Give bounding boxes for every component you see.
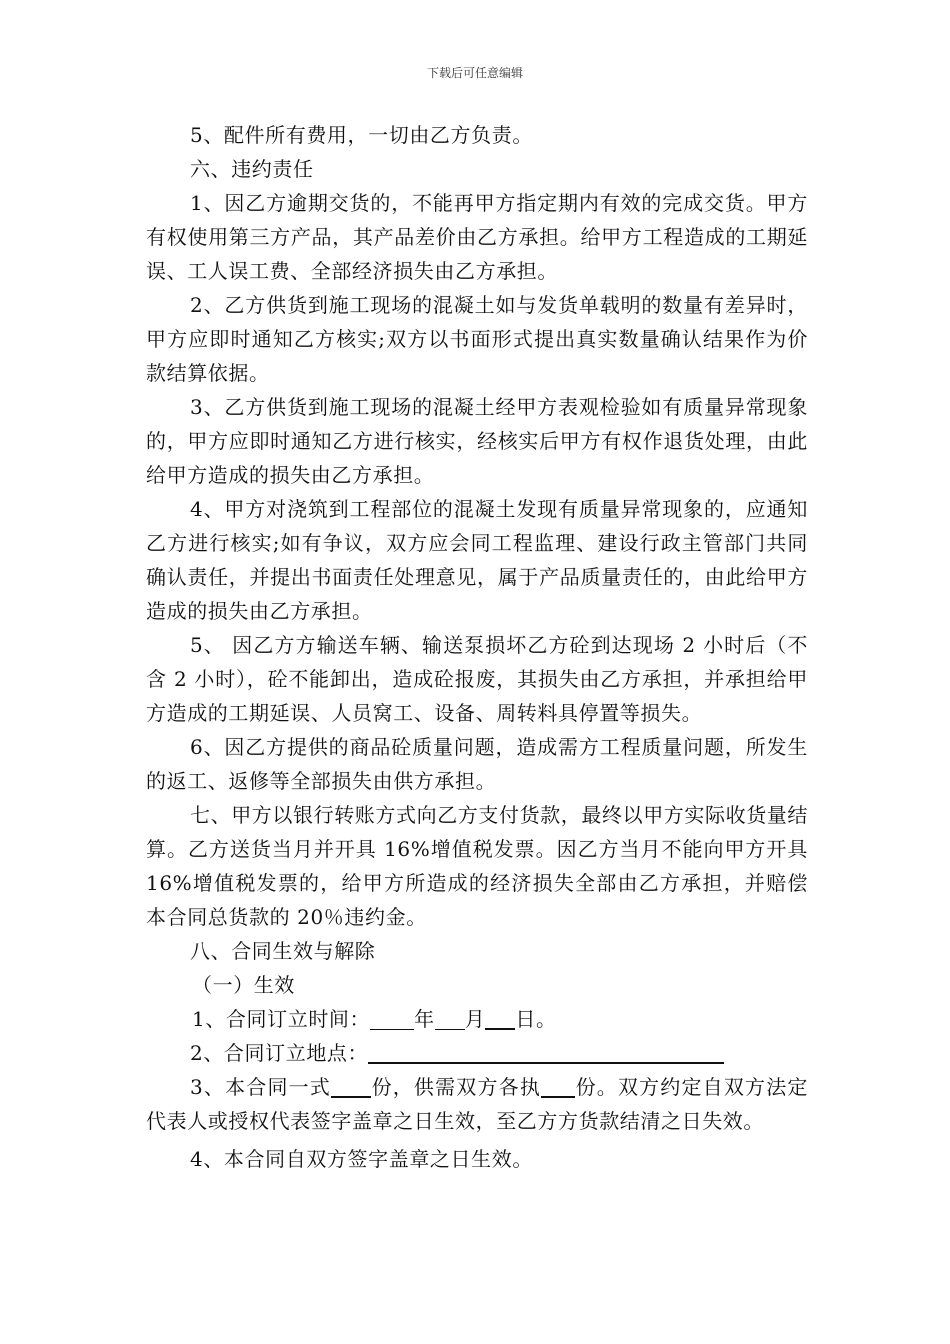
paragraph-breach-2: 2、乙方供货到施工现场的混凝土如与发货单载明的数量有差异时，甲方应即时通知乙方核实;双方以书面形式提出真实数量确认结果作为价款结算依据。 [146,293,808,385]
page-header: 下载后可任意编辑 [426,66,523,80]
contract-place-line [146,1036,808,1070]
section-seven-payment: 七、甲方以银行转账方式向乙方支付货款，最终以甲方实际收货量结算。乙方送货当月并开具 16%增值税发票。因乙方当月不能向甲方开具 16%增值税发票的，给甲方所造成的经济损失全部由乙方承担，并赔偿本合同总货款的 20％违约金。 [146,803,808,929]
paragraph-breach-3: 3、乙方供货到施工现场的混凝土经甲方表观检验如有质量异常现象的，甲方应即时通知乙方进行核实，经核实后甲方有权作退货处理，由此给甲方造成的损失由乙方承担。 [146,395,808,487]
copies-each-blank [541,1074,575,1098]
copies-total-blank [331,1074,371,1098]
copies-text-3: 份。双方约定自双方法定代表人或授权代表签字盖章之日生效，至乙方方货款结清之日失效。 [146,1075,808,1133]
section-heading-effect: 八、合同生效与解除 [190,939,376,963]
year-label: 年 [414,1007,435,1031]
copies-text-2: 份，供需双方各执 [370,1075,541,1099]
day-label: 日。 [515,1007,557,1031]
section-heading-breach: 六、违约责任 [190,157,314,181]
copies-text-1: 3、本合同一式 [190,1075,331,1099]
document-body [146,118,808,1176]
day-blank [485,1006,515,1030]
paragraph-breach-6: 6、因乙方提供的商品砼质量问题，造成需方工程质量问题，所发生的返工、返修等全部损失由供方承担。 [146,735,808,793]
contract-copies-paragraph [146,1070,808,1138]
month-label: 月 [464,1007,486,1031]
contract-date-line [146,1002,808,1036]
paragraph-breach-5: 5、 因乙方方输送车辆、输送泵损坏乙方砼到达现场 2 小时后（不含 2 小时），砼不能卸出，造成砼报废，其损失由乙方承担，并承担给甲方造成的工期延误、人员窝工、设备、周转料具停置等损失。 [146,633,808,725]
paragraph-effective-signing: 4、本合同自双方签字盖章之日生效。 [190,1147,533,1171]
date-label: 1、合同订立时间： [192,1007,371,1031]
place-blank [368,1040,724,1064]
paragraph-breach-4: 4、甲方对浇筑到工程部位的混凝土发现有质量异常现象的，应通知乙方进行核实;如有争议，双方应会同工程监理、建设行政主管部门共同确认责任，并提出书面责任处理意见，属于产品质量责任的，由此给甲方造成的损失由乙方承担。 [146,497,808,623]
subheading-effective: （一）生效 [192,973,295,997]
paragraph-breach-1: 1、因乙方逾期交货的，不能再甲方指定期内有效的完成交货。甲方有权使用第三方产品，其产品差价由乙方承担。给甲方工程造成的工期延误、工人误工费、全部经济损失由乙方承担。 [146,191,808,283]
month-blank [435,1007,465,1030]
paragraph-accessories-fees: 5、配件所有费用，一切由乙方负责。 [190,123,533,147]
place-label: 2、合同订立地点： [190,1041,369,1065]
year-blank [370,1007,414,1030]
